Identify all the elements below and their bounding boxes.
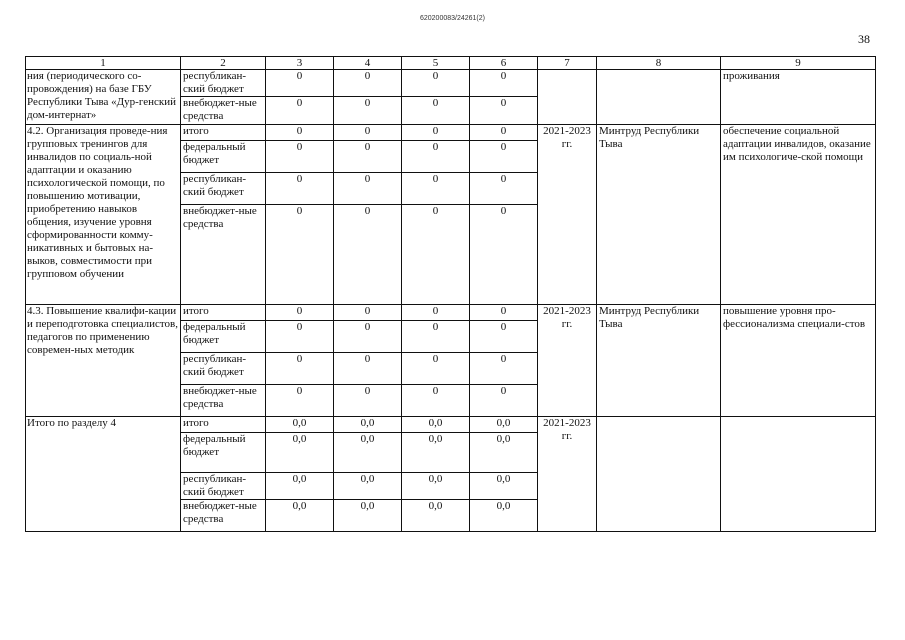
- amount-value: 0,0: [334, 433, 402, 473]
- funding-source: внебюджет-ные средства: [181, 205, 266, 305]
- amount-value: 0,0: [334, 417, 402, 433]
- amount-value: 0: [402, 205, 470, 305]
- funding-source: федеральный бюджет: [181, 141, 266, 173]
- executor: [597, 70, 721, 125]
- funding-source: федеральный бюджет: [181, 321, 266, 353]
- column-number-2: 2: [181, 57, 266, 70]
- column-number-9: 9: [721, 57, 876, 70]
- amount-value: 0,0: [470, 433, 538, 473]
- funding-source: внебюджет-ные средства: [181, 385, 266, 417]
- amount-value: 0: [470, 353, 538, 385]
- column-number-4: 4: [334, 57, 402, 70]
- amount-value: 0: [334, 141, 402, 173]
- amount-value: 0: [470, 97, 538, 125]
- funding-source: республикан-ский бюджет: [181, 173, 266, 205]
- funding-source: внебюджет-ные средства: [181, 97, 266, 125]
- amount-value: 0: [334, 70, 402, 97]
- program-table: [25, 56, 876, 532]
- funding-source: итого: [181, 305, 266, 321]
- measure-description: 4.3. Повышение квалифи-кации и переподготовка специалистов, педагогов по применению современ-ных методик: [26, 305, 181, 417]
- amount-value: 0: [334, 305, 402, 321]
- amount-value: 0,0: [470, 417, 538, 433]
- funding-source: внебюджет-ные средства: [181, 500, 266, 532]
- amount-value: 0: [334, 321, 402, 353]
- amount-value: 0: [402, 141, 470, 173]
- expected-result: повышение уровня про-фессионализма специали-стов: [721, 305, 876, 417]
- amount-value: 0: [402, 353, 470, 385]
- amount-value: 0: [470, 125, 538, 141]
- executor: Минтруд Республики Тыва: [597, 125, 721, 305]
- header-row: [26, 57, 876, 70]
- amount-value: 0: [402, 173, 470, 205]
- amount-value: 0,0: [334, 500, 402, 532]
- amount-value: 0: [334, 205, 402, 305]
- amount-value: 0: [470, 305, 538, 321]
- page-number: 38: [858, 32, 870, 46]
- funding-source: федеральный бюджет: [181, 433, 266, 473]
- amount-value: 0: [334, 353, 402, 385]
- implementation-period: 2021-2023 гг.: [538, 417, 597, 532]
- expected-result: проживания: [721, 70, 876, 125]
- amount-value: 0,0: [402, 433, 470, 473]
- amount-value: 0: [266, 141, 334, 173]
- amount-value: 0: [402, 70, 470, 97]
- table-row: [26, 417, 876, 433]
- expected-result: обеспечение социальной адаптации инвалидов, оказание им психологиче-ской помощи: [721, 125, 876, 305]
- amount-value: 0,0: [402, 417, 470, 433]
- amount-value: 0,0: [402, 473, 470, 500]
- column-number-6: 6: [470, 57, 538, 70]
- executor: [597, 417, 721, 532]
- amount-value: 0: [266, 385, 334, 417]
- amount-value: 0: [402, 385, 470, 417]
- column-number-1: 1: [26, 57, 181, 70]
- amount-value: 0: [470, 173, 538, 205]
- amount-value: 0: [334, 385, 402, 417]
- amount-value: 0: [402, 97, 470, 125]
- amount-value: 0,0: [266, 417, 334, 433]
- amount-value: 0: [470, 70, 538, 97]
- implementation-period: 2021-2023 гг.: [538, 305, 597, 417]
- amount-value: 0: [470, 141, 538, 173]
- amount-value: 0: [334, 97, 402, 125]
- column-number-3: 3: [266, 57, 334, 70]
- amount-value: 0: [266, 353, 334, 385]
- funding-source: республикан-ский бюджет: [181, 473, 266, 500]
- amount-value: 0: [334, 125, 402, 141]
- measure-description: ния (периодического со-провождения) на базе ГБУ Республики Тыва «Дур-генский дом-интернат»: [26, 70, 181, 125]
- document-id: 620200083/24261(2): [419, 15, 485, 22]
- amount-value: 0,0: [334, 473, 402, 500]
- amount-value: 0,0: [266, 433, 334, 473]
- table-row: [26, 70, 876, 97]
- column-number-7: 7: [538, 57, 597, 70]
- implementation-period: 2021-2023 гг.: [538, 125, 597, 305]
- amount-value: 0: [266, 125, 334, 141]
- column-number-5: 5: [402, 57, 470, 70]
- table-row: [26, 125, 876, 141]
- amount-value: 0,0: [266, 473, 334, 500]
- funding-source: республикан-ский бюджет: [181, 353, 266, 385]
- amount-value: 0,0: [470, 500, 538, 532]
- amount-value: 0,0: [402, 500, 470, 532]
- amount-value: 0: [266, 173, 334, 205]
- amount-value: 0: [266, 321, 334, 353]
- measure-description: Итого по разделу 4: [26, 417, 181, 532]
- amount-value: 0,0: [470, 473, 538, 500]
- amount-value: 0: [334, 173, 402, 205]
- amount-value: 0: [266, 97, 334, 125]
- amount-value: 0: [470, 321, 538, 353]
- amount-value: 0: [402, 305, 470, 321]
- amount-value: 0: [266, 70, 334, 97]
- funding-source: итого: [181, 417, 266, 433]
- executor: Минтруд Республики Тыва: [597, 305, 721, 417]
- table-row: [26, 305, 876, 321]
- expected-result: [721, 417, 876, 532]
- amount-value: 0: [470, 205, 538, 305]
- measure-description: 4.2. Организация проведе-ния групповых тренингов для инвалидов по социаль-ной адаптации и оказанию психологической помощи, по повышению мотивации, приобретению навыков общения, изучение уровня сформированности комму-никативных и бытовых на-выков, совместимости при групповом обучении: [26, 125, 181, 305]
- column-number-8: 8: [597, 57, 721, 70]
- amount-value: 0: [470, 385, 538, 417]
- funding-source: республикан-ский бюджет: [181, 70, 266, 97]
- amount-value: 0: [402, 321, 470, 353]
- funding-source: итого: [181, 125, 266, 141]
- implementation-period: [538, 70, 597, 125]
- amount-value: 0: [402, 125, 470, 141]
- amount-value: 0: [266, 305, 334, 321]
- amount-value: 0,0: [266, 500, 334, 532]
- amount-value: 0: [266, 205, 334, 305]
